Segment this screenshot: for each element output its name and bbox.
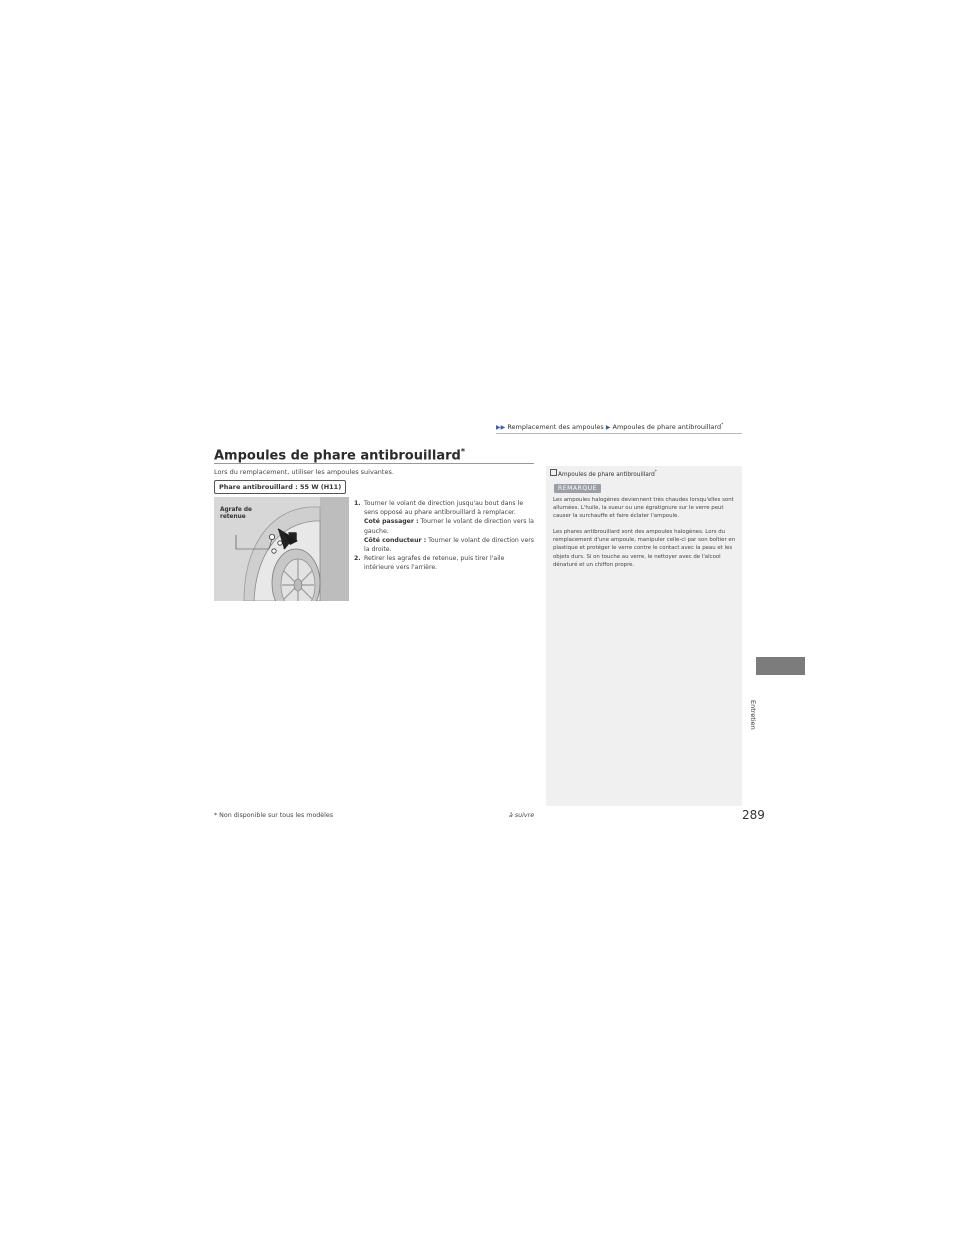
page-number: 289 (742, 808, 765, 822)
breadcrumb-arrow-icon: ▶▶ (496, 424, 506, 432)
callout-line-1: Agrafe de (220, 507, 252, 513)
step-number: 2. (354, 555, 361, 563)
sidebar-heading-text: Ampoules de phare antibrouillard (558, 471, 655, 478)
chapter-tab[interactable] (756, 657, 805, 675)
callout-line-2: retenue (220, 514, 246, 520)
step-sub-driver (364, 536, 536, 554)
bulb-spec-box: Phare antibrouillard : 55 W (H11) (214, 480, 346, 494)
sub-text: Tourner le volant de direction vers la droite. (364, 536, 535, 554)
header-divider (496, 433, 742, 434)
notice-badge: REMARQUE (554, 484, 601, 493)
breadcrumb-item-bulb-replacement[interactable]: Remplacement des ampoules (507, 423, 604, 432)
intro-text: Lors du remplacement, utiliser les ampoules suivantes. (214, 468, 394, 476)
sub-text: Tourner le volant de direction vers la gauche. (364, 518, 534, 535)
sidebar-heading-asterisk: * (654, 469, 657, 474)
fender-illustration (214, 497, 349, 601)
breadcrumb-arrow-icon: ▶ (605, 424, 611, 432)
step-text: Retirer les agrafes de retenue, puis tirer l'aile intérieure vers l'arrière. (364, 555, 505, 572)
section-title (214, 447, 465, 463)
step-2 (354, 554, 536, 572)
reference-icon (550, 469, 557, 476)
section-title-asterisk: * (460, 447, 466, 456)
step-1 (354, 499, 536, 554)
sidebar-paragraph: Les ampoules halogènes deviennent très chaudes lorsqu'elles sont allumées. L'huile, la sueur ou une égratignure sur le verre peut causer la surchauffe et faire éclater l'ampoule. (553, 497, 734, 520)
breadcrumb-item-fog-light-bulbs[interactable]: Ampoules de phare antibrouillard (612, 423, 722, 432)
sidebar-body (553, 496, 737, 577)
chapter-tab-label: Entretien (749, 700, 757, 730)
sidebar-heading[interactable] (550, 469, 657, 478)
breadcrumb-asterisk: * (721, 423, 724, 428)
sidebar-paragraph: Les phares antibrouillard sont des ampoules halogènes. Lors du remplacement d'une ampoule, manipuler celle-ci par son boîtier en plastique et protéger le verre contre le contact avec la peau et les objets durs. Si on touche au verre, le nettoyer avec de l'alcool dénaturé et un chiffon propre. (553, 529, 736, 568)
step-sub-passenger (364, 517, 536, 535)
sub-label: Côté conducteur : (364, 536, 427, 544)
footnote: * Non disponible sur tous les modèles (214, 812, 334, 819)
title-divider (214, 463, 534, 464)
retaining-clip-callout (220, 507, 252, 521)
continued-label: à suivre (509, 812, 535, 819)
sub-label: Coté passager : (364, 518, 419, 526)
step-text: Tourner le volant de direction jusqu'au bout dans le sens opposé au phare antibrouillard à remplacer. (364, 500, 524, 517)
section-title-text: Ampoules de phare antibrouillard (214, 448, 461, 464)
procedure-steps (354, 499, 536, 573)
breadcrumb (496, 423, 723, 431)
step-number: 1. (354, 500, 361, 507)
